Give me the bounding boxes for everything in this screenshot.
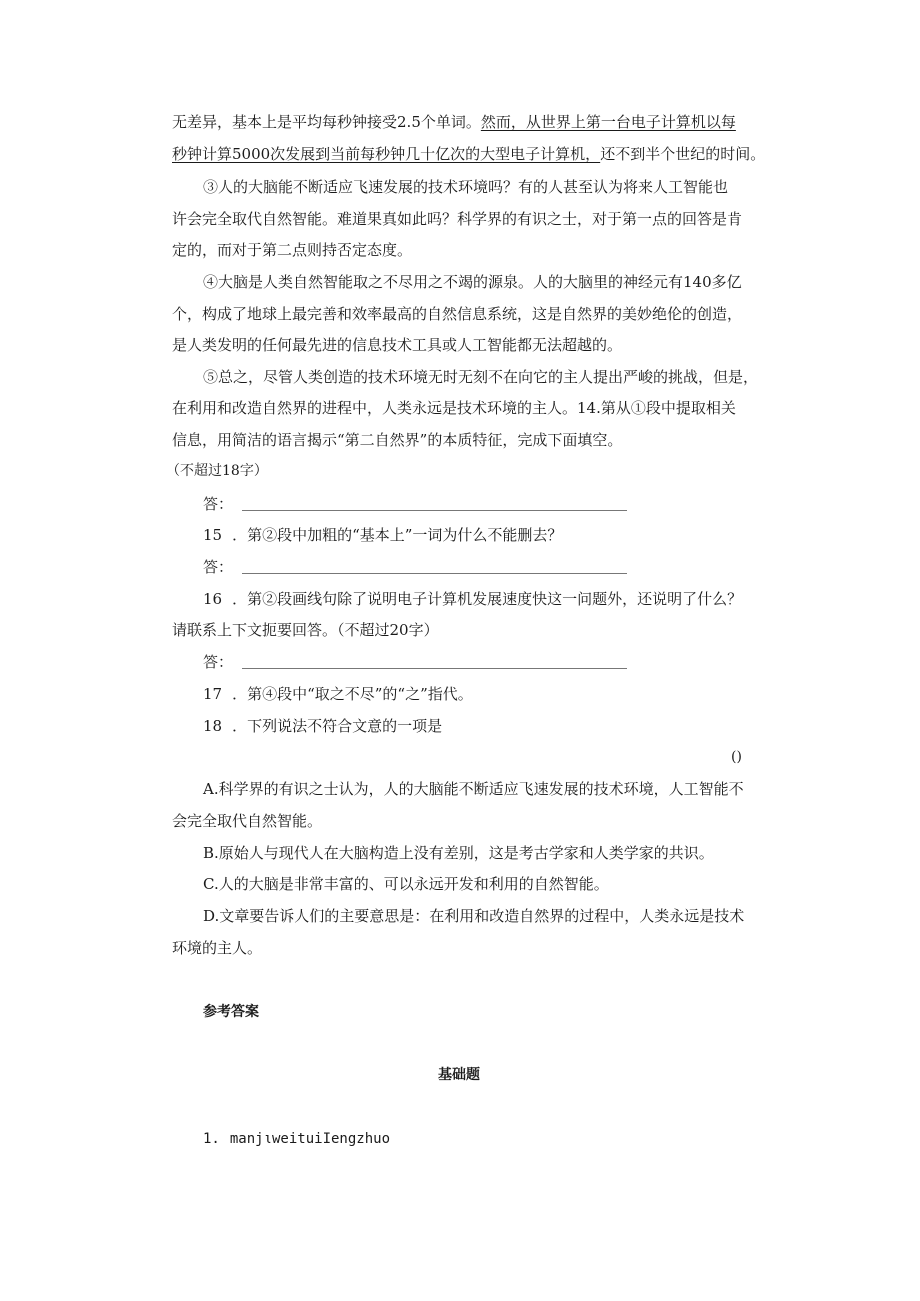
paragraph3-line2: 许会完全取代自然智能。难道果真如此吗？科学界的有识之士，对于第一点的回答是肯 <box>172 210 743 228</box>
answer-1 <box>203 1129 390 1149</box>
paragraph2-line2-plain: 还不到半个世纪的时间。 <box>600 145 766 163</box>
q17-text: ．第④段中“取之不尽”的“之”指代。 <box>232 685 473 703</box>
paragraph2-line2 <box>172 144 765 164</box>
q15 <box>203 525 562 545</box>
paragraph5-line3: 信息，用简洁的语言揭示“第二自然界”的本质特征，完成下面填空。 <box>172 431 623 449</box>
q14-word-limit: （不超过18字） <box>166 463 268 479</box>
q16-answer-blank[interactable] <box>242 668 627 669</box>
q15-answer-label: 答： <box>203 558 234 576</box>
paragraph3-line3: 定的，而对于第二点则持否定态度。 <box>172 241 413 259</box>
q18-number: 18 <box>203 717 223 735</box>
q14-answer-label: 答： <box>203 495 234 513</box>
paragraph3-line1: ③人的大脑能不断适应飞速发展的技术环境吗？有的人甚至认为将来人工智能也 <box>203 178 729 196</box>
q18-text: ．下列说法不符合文意的一项是 <box>232 717 443 735</box>
q16-answer-label: 答： <box>203 653 234 671</box>
paragraph5-line1: ⑤总之，尽管人类创造的技术环境无时无刻不在向它的主人提出严峻的挑战，但是， <box>203 368 759 386</box>
answer-1-number: 1. <box>203 1131 220 1147</box>
q16-number: 16 <box>203 590 223 608</box>
paragraph4-line2: 个，构成了地球上最完善和效率最高的自然信息系统，这是自然界的美妙绝伦的创造， <box>172 305 743 323</box>
paragraph5-line2: 在利用和改造自然界的进程中，人类永远是技术环境的主人。14.第从①段中提取相关 <box>172 399 736 417</box>
q16-text-line2: 请联系上下文扼要回答。（不超过20字） <box>172 621 439 639</box>
q18-option-a-line1: A.科学界的有识之士认为，人的大脑能不断适应飞速发展的技术环境，人工智能不 <box>203 780 744 798</box>
q18-answer-bracket[interactable]: () <box>731 749 742 765</box>
paragraph2-line1 <box>172 112 736 132</box>
q16-text: ．第②段画线句除了说明电子计算机发展速度快这一问题外，还说明了什么？ <box>232 590 743 608</box>
q14-answer-blank[interactable] <box>242 510 627 511</box>
paragraph4-line1: ④大脑是人类自然智能取之不尽用之不竭的源泉。人的大脑里的神经元有140多亿 <box>203 273 742 291</box>
q18-option-d-line1: D.文章要告诉人们的主要意思是：在利用和改造自然界的过程中，人类永远是技术 <box>203 907 745 925</box>
q18-option-d-line2: 环境的主人。 <box>172 939 263 957</box>
q18-option-b: B.原始人与现代人在大脑构造上没有差别，这是考古学家和人类学家的共识。 <box>203 844 714 862</box>
paragraph2-underlined-sentence-part2: 秒钟计算5000次发展到当前每秒钟几十亿次的大型电子计算机， <box>172 145 601 163</box>
q18-option-c: C.人的大脑是非常丰富的、可以永远开发和利用的自然智能。 <box>203 875 609 893</box>
q15-text: ．第②段中加粗的“基本上”一词为什么不能删去？ <box>232 526 563 544</box>
q17 <box>203 684 473 704</box>
q15-number: 15 <box>203 526 223 544</box>
q18-option-a-line2: 会完全取代自然智能。 <box>172 812 323 830</box>
basic-section-title: 基础题 <box>438 1067 480 1083</box>
q16 <box>203 589 742 609</box>
q18 <box>203 716 442 736</box>
paragraph2-underlined-sentence-part1: 然而，从世界上第一台电子计算机以每 <box>480 113 736 131</box>
q17-number: 17 <box>203 685 223 703</box>
paragraph2-line1-plain: 无差异，基本上是平均每秒钟接受2.5个单词。 <box>172 113 481 131</box>
answer-1-text: manjιweituiIengzhuo <box>229 1131 391 1147</box>
reference-answers-title: 参考答案 <box>203 1004 259 1020</box>
paragraph4-line3: 是人类发明的任何最先进的信息技术工具或人工智能都无法超越的。 <box>172 336 623 354</box>
q15-answer-blank[interactable] <box>242 573 627 574</box>
